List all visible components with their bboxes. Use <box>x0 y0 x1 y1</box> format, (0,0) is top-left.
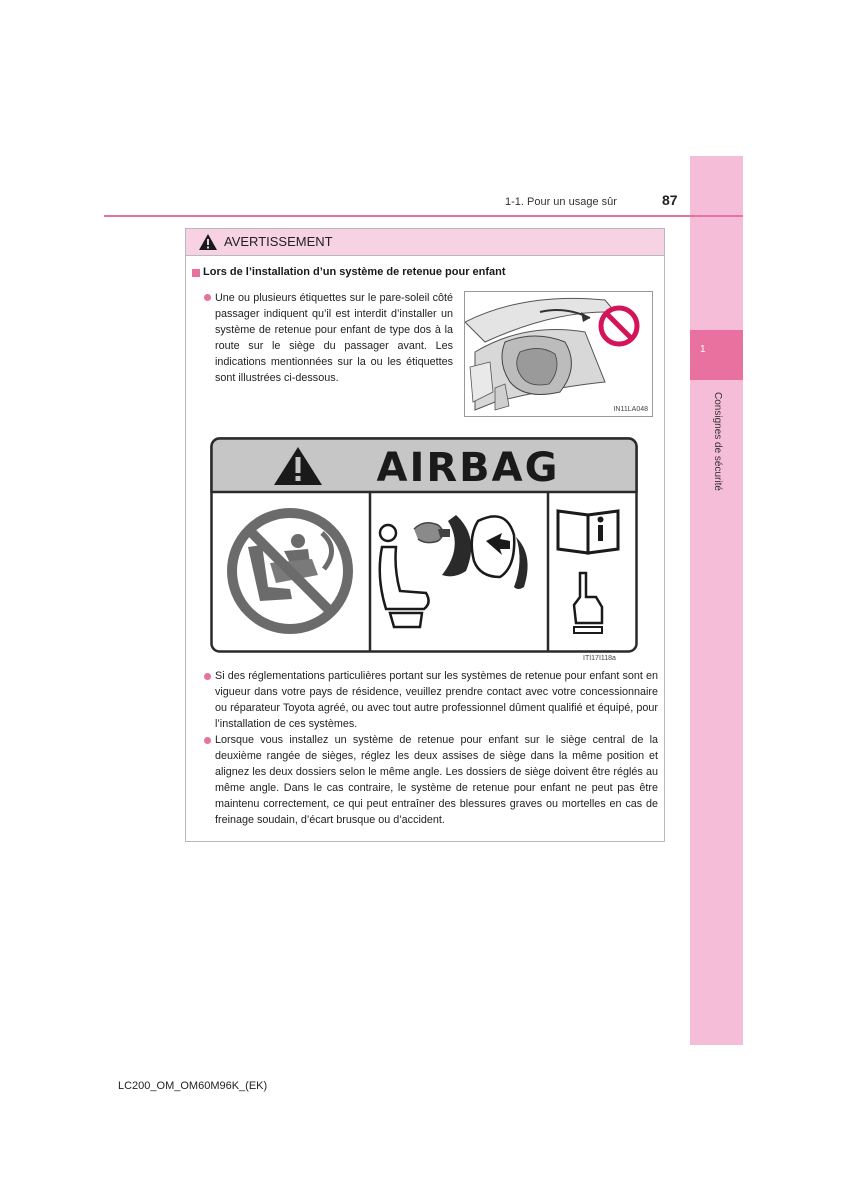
chapter-title: Consignes de sécurité <box>712 392 723 491</box>
paragraph-center-seat: Lorsque vous installez un système de retenue pour enfant sur le siège central de la deuxième rangée de sièges, réglez les deux assises de siège dans la même position et alignez les deux dossiers selon le même angle. Les dossiers de siège doivent être réglés au même angle. Dans le cas contraire, le système de retenue pour enfant ne peut pas être maintenu correctement, ce qui peut entraîner des blessures graves ou mortelles en cas de freinage soudain, d’écart brusque ou d’accident. <box>215 734 658 826</box>
warning-box <box>185 228 665 842</box>
chapter-side-tab <box>690 156 743 1045</box>
page-number: 87 <box>662 192 678 208</box>
section-title: 1-1. Pour un usage sûr <box>505 196 617 208</box>
label-code: ITI17I118a <box>583 655 616 662</box>
warning-header <box>186 229 664 256</box>
document-code: LC200_OM_OM60M96K_(EK) <box>118 1080 268 1092</box>
airbag-warning-label <box>210 437 638 653</box>
warning-title: AVERTISSEMENT <box>224 234 333 249</box>
header-rule <box>104 215 743 217</box>
paragraph-sunvisor-labels: Une ou plusieurs étiquettes sur le pare-soleil côté passager indiquent qu’il est interdit d’installer un système de retenue pour enfant de type dos à la route sur le siège du passager avant. Les indications mentionnées sur la ou les étiquettes sont illustrées ci-dessous. <box>215 292 453 384</box>
sunvisor-illustration <box>464 291 653 417</box>
label-title: AIRBAG <box>376 445 560 491</box>
bullet-icon <box>204 294 211 301</box>
illustration-code: IN11LA048 <box>613 406 648 413</box>
dashboard-drawing <box>465 292 652 416</box>
paragraph-regulations: Si des réglementations particulières portant sur les systèmes de retenue pour enfant sont en vigueur dans votre pays de résidence, veuillez prendre contact avec votre concessionnaire ou réparateur Toyota agréé, ou avec tout autre professionnel dûment qualifié et équipé, pour l’installation de ces systèmes. <box>215 670 658 730</box>
bullet-icon <box>204 673 211 680</box>
warning-subheading: Lors de l’installation d’un système de retenue pour enfant <box>203 266 506 278</box>
chapter-tab-active[interactable] <box>690 330 743 380</box>
warning-triangle-icon <box>198 233 218 251</box>
chapter-number: 1 <box>700 344 706 355</box>
bullet-icon <box>204 737 211 744</box>
square-bullet-icon <box>192 269 200 277</box>
